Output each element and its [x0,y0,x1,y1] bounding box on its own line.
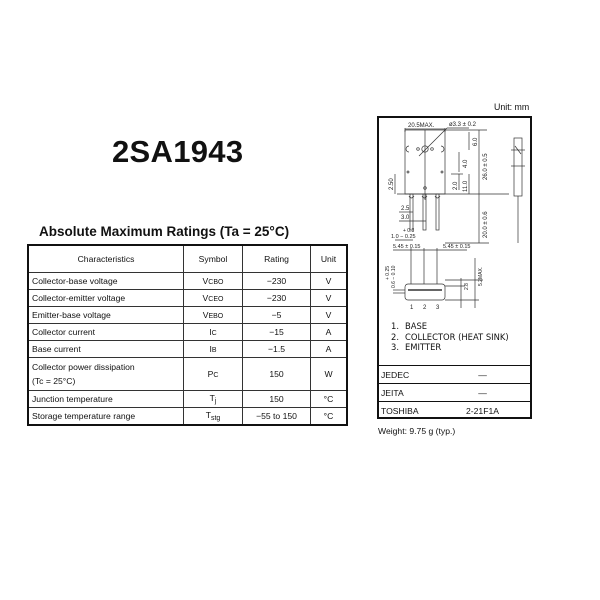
header-characteristics: Characteristics [28,245,184,273]
svg-text:5.45 ± 0.15: 5.45 ± 0.15 [393,244,421,250]
table-row [379,384,530,402]
svg-text:1: 1 [410,305,414,311]
legend-item-collector: 2. COLLECTOR (HEAT SINK) [391,331,509,342]
pin-legend [391,321,509,353]
standard-cell: TOSHIBA [379,402,435,420]
value-cell: 2-21F1A [435,402,530,420]
rating-cell: 150 [243,391,311,408]
rating-cell: 150 [243,358,311,391]
header-symbol: Symbol [184,245,243,273]
table-row [28,307,347,324]
symbol-cell: VCBO [184,273,243,290]
svg-text:2.5: 2.5 [401,206,410,212]
table-row [379,402,530,420]
legend-item-emitter: 3. EMITTER [391,342,442,352]
svg-text:20.5MAX.: 20.5MAX. [408,123,435,129]
symbol-cell: $T_{stg}$ [184,408,243,426]
characteristic-cell: Collector-base voltage [28,273,184,290]
absolute-maximum-ratings-table [27,244,348,426]
svg-text:6.0: 6.0 [473,137,479,146]
symbol-cell: PC [184,358,243,391]
rating-cell: −5 [243,307,311,324]
svg-text:4.0: 4.0 [463,159,469,168]
svg-text:2.8: 2.8 [464,283,470,290]
unit-cell: W [311,358,348,391]
unit-cell: °C [311,391,348,408]
unit-cell: A [311,341,348,358]
symbol-cell: IB [184,341,243,358]
rating-cell: −1.5 [243,341,311,358]
value-cell: — [435,384,530,402]
svg-text:5.45 ± 0.15: 5.45 ± 0.15 [443,244,471,250]
rating-cell: −15 [243,324,311,341]
symbol-cell: IC [184,324,243,341]
characteristic-cell: Collector power dissipation (Tc = 25°C) [28,358,184,391]
svg-text:+ 0.25: + 0.25 [385,265,391,280]
unit-cell: V [311,273,348,290]
header-rating: Rating [243,245,311,273]
svg-text:0.6 − 0.10: 0.6 − 0.10 [391,265,397,288]
svg-text:5.2MAX.: 5.2MAX. [478,266,484,286]
table-row [28,391,347,408]
legend-item-base: 1. BASE [391,321,428,331]
svg-text:26.0 ± 0.5: 26.0 ± 0.5 [483,153,489,180]
svg-text:20.0 ± 0.6: 20.0 ± 0.6 [483,211,489,238]
table-row [28,341,347,358]
table-row [28,358,347,391]
table-row [28,324,347,341]
table-row [379,366,530,384]
characteristic-cell: Emitter-base voltage [28,307,184,324]
svg-text:3.0: 3.0 [401,215,410,221]
header-unit: Unit [311,245,348,273]
standard-cell: JEITA [379,384,435,402]
svg-text:2.50: 2.50 [389,178,395,190]
characteristic-cell: Collector-emitter voltage [28,290,184,307]
value-cell: — [435,366,530,384]
package-outline-box [377,116,532,419]
rating-cell: −230 [243,273,311,290]
svg-text:11.0: 11.0 [463,180,469,192]
svg-text:+ 0.3: + 0.3 [403,228,415,234]
section-title: Absolute Maximum Ratings (Ta = 25°C) [39,224,290,239]
table-header-row [28,245,347,273]
characteristic-cell: Base current [28,341,184,358]
part-number-title: 2SA1943 [112,134,244,169]
characteristic-cell: Junction temperature [28,391,184,408]
unit-cell: A [311,324,348,341]
package-standards-table [379,365,530,419]
symbol-cell: VCEO [184,290,243,307]
svg-text:2.0: 2.0 [453,181,459,190]
symbol-cell: $T_j$ [184,391,243,408]
standard-cell: JEDEC [379,366,435,384]
table-row [28,290,347,307]
svg-text:3: 3 [436,305,440,311]
svg-text:1.0 − 0.25: 1.0 − 0.25 [391,234,416,240]
symbol-cell: VEBO [184,307,243,324]
svg-text:ø3.3 ± 0.2: ø3.3 ± 0.2 [449,122,476,128]
svg-text:2: 2 [423,305,427,311]
unit-cell: °C [311,408,348,426]
unit-label: Unit: mm [494,102,530,112]
table-row [28,408,347,426]
characteristic-cell: Collector current [28,324,184,341]
package-drawing [379,118,530,318]
unit-cell: V [311,307,348,324]
unit-cell: V [311,290,348,307]
weight-note: Weight: 9.75 g (typ.) [378,426,456,436]
rating-cell: −230 [243,290,311,307]
characteristic-cell: Storage temperature range [28,408,184,426]
rating-cell: −55 to 150 [243,408,311,426]
table-row [28,273,347,290]
